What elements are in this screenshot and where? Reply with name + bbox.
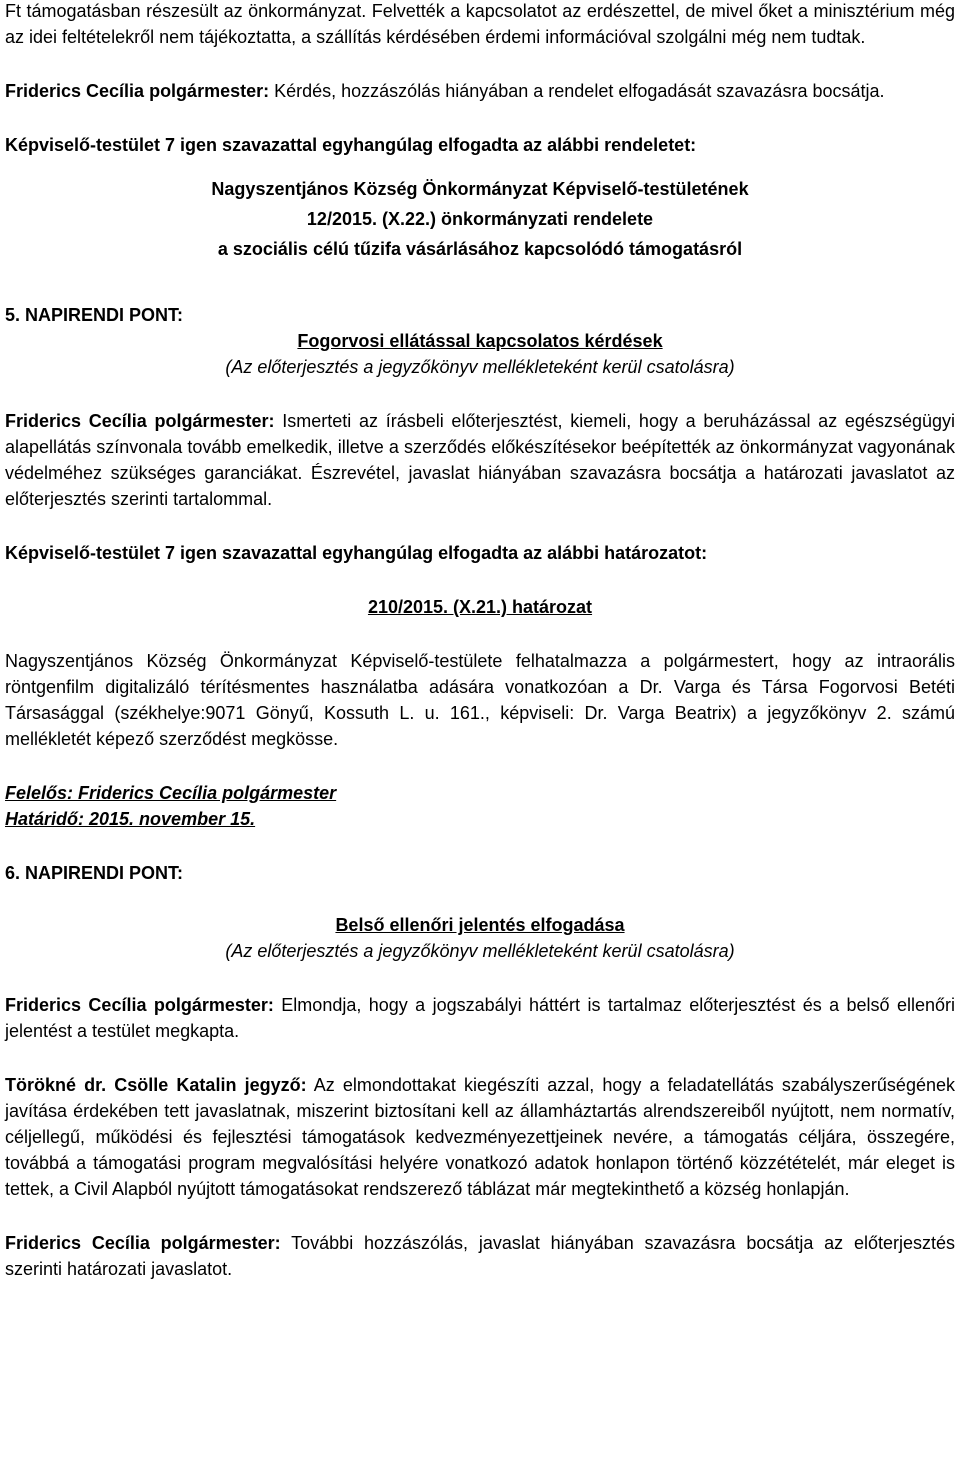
mayor-statement-3 [5, 992, 955, 1044]
vote-text: Képviselő-testület 7 igen szavazattal egyhangúlag elfogadta az alábbi rendeletet: [5, 135, 697, 155]
mayor-statement-1 [5, 78, 955, 104]
agenda-subtitle: (Az előterjesztés a jegyzőkönyv mellékleteként kerül csatolásra) [225, 941, 735, 961]
speaker-name: Friderics Cecília polgármester: [5, 1233, 281, 1253]
resolution-meta [5, 780, 955, 832]
agenda-title: Fogorvosi ellátással kapcsolatos kérdések [297, 331, 663, 351]
vote-result-2 [5, 540, 955, 566]
vote-text: Képviselő-testület 7 igen szavazattal egyhangúlag elfogadta az alábbi határozatot: [5, 543, 708, 563]
agenda-label: 6. NAPIRENDI PONT: [5, 863, 184, 883]
decree-title-line-1: Nagyszentjános Község Önkormányzat Képviselő-testületének [211, 179, 749, 199]
resolution-title: 210/2015. (X.21.) határozat [367, 597, 593, 617]
decree-title [5, 176, 955, 262]
decree-title-line-3: a szociális célú tűzifa vásárlásához kapcsolódó támogatásról [217, 239, 743, 259]
decree-title-line-2: 12/2015. (X.22.) önkormányzati rendelete [306, 209, 654, 229]
speaker-name: Friderics Cecília polgármester: [5, 411, 275, 431]
agenda-item-5 [5, 302, 955, 380]
statement-text: Kérdés, hozzászólás hiányában a rendelet elfogadását szavazásra bocsátja. [269, 81, 885, 101]
mayor-statement-4 [5, 1230, 955, 1282]
agenda-label: 5. NAPIRENDI PONT: [5, 305, 184, 325]
agenda-title: Belső ellenőri jelentés elfogadása [335, 915, 625, 935]
deadline: Határidő: 2015. november 15. [5, 809, 256, 829]
document-page [5, 0, 955, 1282]
agenda-subtitle: (Az előterjesztés a jegyzőkönyv mellékleteként kerül csatolásra) [225, 357, 735, 377]
statement-text: Ismerteti az írásbeli előterjesztést, kiemeli, hogy a beruházással az egészségügyi alapellátás színvonala tovább emelkedik, illetve a szerződés előkészítésekor beépítették az önkormányzat vagyonának védelméhez szükséges garanciákat. Észrevétel, javaslat hiányában szavazásra bocsátja a határozati javaslatot az előterjesztés szerinti tartalommal. [5, 411, 955, 509]
speaker-name: Törökné dr. Csölle Katalin jegyző: [5, 1075, 307, 1095]
speaker-name: Friderics Cecília polgármester: [5, 81, 270, 101]
statement-text: Elmondja, hogy a jogszabályi háttért is tartalmaz előterjesztést és a belső ellenőri jelentést a testület megkapta. [5, 995, 955, 1041]
statement-text: Az elmondottakat kiegészíti azzal, hogy a feladatellátás szabályszerűségének javítása érdekében tett javaslatnak, miszerint biztosítani kell az államháztartás alrendszereiből nyújtott, nem normatív, céljellegű, működési és fejlesztési támogatások kedvezményezettjeinek nevére, a támogatás céljára, összegére, továbbá a támogatási program megvalósítási helyére vonatkozó adatok honlapon történő közzétételét, már eleget is tettek, a Civil Alapból nyújtott támogatásokat rendszerező táblázat már megtekinthető a község honlapján. [5, 1075, 955, 1199]
statement-text: További hozzászólás, javaslat hiányában szavazásra bocsátja az előterjesztés szerinti határozati javaslatot. [5, 1233, 955, 1279]
resolution-text [5, 648, 955, 752]
vote-result-1 [5, 132, 955, 158]
speaker-name: Friderics Cecília polgármester: [5, 995, 274, 1015]
responsible-person: Felelős: Friderics Cecília polgármester [5, 783, 337, 803]
agenda-item-6 [5, 860, 955, 964]
intro-paragraph [5, 0, 955, 50]
resolution-body: Nagyszentjános Község Önkormányzat Képviselő-testülete felhatalmazza a polgármestert, hogy az intraorális röntgenfilm digitalizáló térítésmentes használatba adására vonatkozóan a Dr. Varga és Társa Fogorvosi Betéti Társasággal (székhelye:9071 Gönyű, Kossuth L. u. 161., képviseli: Dr. Varga Beatrix) a jegyzőkönyv 2. számú mellékletét képező szerződést megkösse. [5, 651, 955, 749]
notary-statement [5, 1072, 955, 1202]
mayor-statement-2 [5, 408, 955, 512]
intro-text: Ft támogatásban részesült az önkormányzat. Felvették a kapcsolatot az erdészettel, de mivel őket a minisztérium még az idei feltételekről nem tájékoztatta, a szállítás kérdésében érdemi információval szolgálni még nem tudtak. [5, 1, 955, 47]
